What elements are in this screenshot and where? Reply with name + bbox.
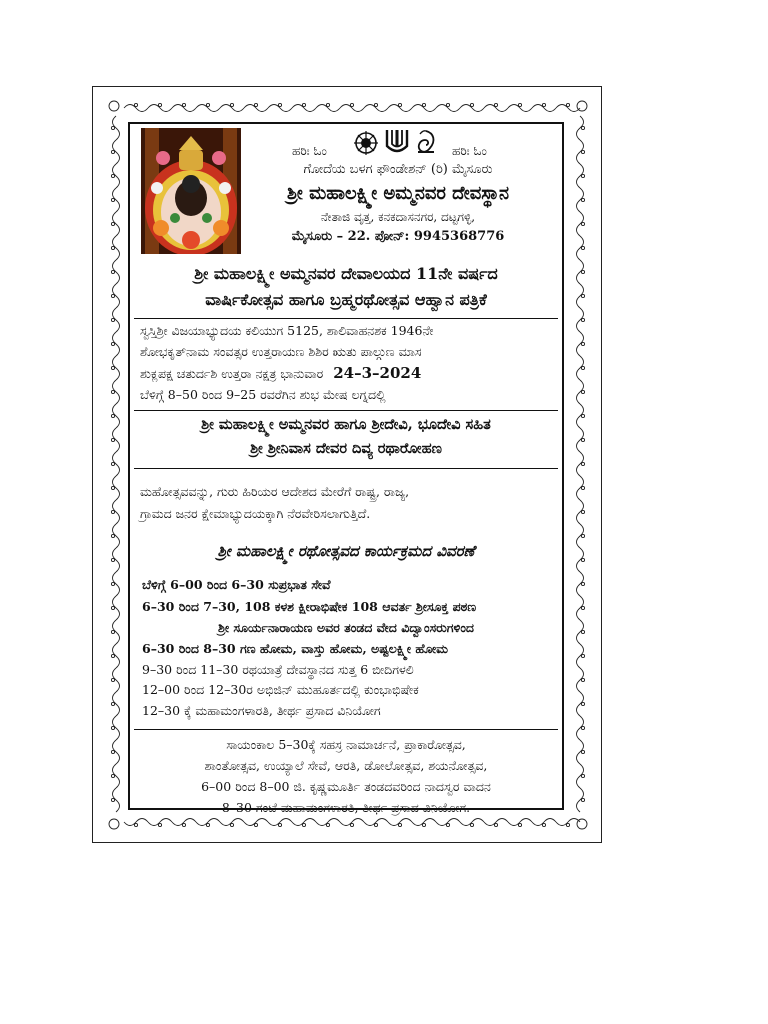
invite-line-1: ಮಹೋತ್ಸವವನ್ನು, ಗುರು ಹಿರಿಯರ ಆದೇಶದ ಮೇರೆಗೆ ರಾಷ್ಟ್ರ, ರಾಜ್ಯ,: [140, 484, 410, 499]
evening-line: ಶಾಂತೋತ್ಸವ, ಉಯ್ಯಾಲೆ ಸೇವೆ, ಆರತಿ, ಡೋಲೋತ್ಸವ, ಶಯನೋತ್ಸವ,: [204, 758, 488, 773]
program-item: 12–00 ರಿಂದ 12–30ರ ಅಭಿಜಿನ್ ಮುಹೂರ್ತದಲ್ಲಿ ಕುಂಭಾಭಿಷೇಕ: [142, 682, 419, 697]
program-item: ಶ್ರೀ ಸೂರ್ಯನಾರಾಯಣ ಅವರ ತಂಡದ ವೇದ ವಿದ್ವಾಂಸರುಗಳಿಂದ: [218, 620, 474, 635]
evening-line: 6–00 ರಿಂದ 8–00 ಜಿ. ಕೃಷ್ಣಮೂರ್ತಿ ತಂಡದವರಿಂದ ನಾದಸ್ವರ ವಾದನ: [201, 779, 491, 794]
calendar-line-2: ಶೋಭಕೃತ್‌ನಾಮ ಸಂವತ್ಸರ ಉತ್ತರಾಯಣ ಶಿಶಿರ ಋತು ಪಾಲ್ಗುಣ ಮಾಸ: [140, 344, 422, 359]
calendar-line-1: ಸ್ವಸ್ತಿಶ್ರೀ ವಿಜಯಾಭ್ಯುದಯ ಕಲಿಯುಗ 5125, ಶಾಲಿವಾಹನಶಕ 1946ನೇ: [140, 323, 434, 338]
divider: [134, 468, 558, 469]
namam-emblem-icon: [384, 128, 410, 156]
event-date: 24–3–2024: [333, 364, 422, 382]
temple-name: ಶ್ರೀ ಮಹಾಲಕ್ಷ್ಮೀ ಅಮ್ಮನವರ ದೇವಸ್ಥಾನ: [286, 183, 510, 204]
chakra-emblem-icon: [354, 128, 378, 156]
calendar-line-4: ಬೆಳಿಗ್ಗೆ 8–50 ರಿಂದ 9–25 ರವರೆಗಿನ ಶುಭ ಮೇಷ ಲಗ್ನದಲ್ಲಿ: [140, 387, 386, 402]
invite-line-2: ಗ್ರಾಮದ ಜನರ ಕ್ಷೇಮಾಭ್ಯುದಯಕ್ಕಾಗಿ ನೆರವೇರಿಸಲಾಗುತ್ತಿದೆ.: [140, 506, 371, 521]
evening-line: ಸಾಯಂಕಾಲ 5–30ಕ್ಕೆ ಸಹಸ್ರ ನಾಮಾರ್ಚನೆ, ಪ್ರಾಕಾರೋತ್ಸವ,: [226, 737, 466, 752]
calendar-line-3: [140, 364, 421, 382]
evening-line: 8–30 ಗಂಟೆ ಮಹಾಮಂಗಳಾರತಿ, ತೀರ್ಥ ಪ್ರಸಾದ ವಿನಿಯೋಗ.: [221, 800, 471, 815]
program-item: 12–30 ಕ್ಕೆ ಮಹಾಮಂಗಳಾರತಿ, ತೀರ್ಥ ಪ್ರಸಾದ ವಿನಿಯೋಗ: [142, 703, 381, 718]
title-line-1: ಶ್ರೀ ಮಹಾಲಕ್ಷ್ಮೀ ಅಮ್ಮನವರ ದೇವಾಲಯದ 11ನೇ ವರ್ಷದ: [194, 264, 498, 283]
calendar-line-3-text: ಶುಕ್ಲಪಕ್ಷ ಚತುರ್ದಶಿ ಉತ್ತರಾ ನಕ್ಷತ್ರ ಭಾನುವಾರ: [140, 366, 324, 381]
foundation-name: ಗೋದೆಯ ಬಳಗ ಫೌಂಡೇಶನ್ (ರಿ) ಮೈಸೂರು: [303, 162, 493, 177]
address-line-1: ನೇತಾಜಿ ವೃತ್ತ, ಕನಕದಾಸನಗರ, ದಟ್ಟಗಳ್ಳಿ,: [320, 210, 476, 224]
program-item: 6–30 ರಿಂದ 8–30 ಗಣ ಹೋಮ, ವಾಸ್ತು ಹೋಮ, ಅಷ್ಟಲಕ್ಷ್ಮೀ ಹೋಮ: [142, 641, 448, 656]
program-item: 6–30 ರಿಂದ 7–30, 108 ಕಳಶ ಕ್ಷೀರಾಭಿಷೇಕ 108 ಆವರ್ತ ಶ್ರೀಸೂಕ್ತ ಪಠಣ: [142, 599, 477, 614]
program-title: ಶ್ರೀ ಮಹಾಲಕ್ಷ್ಮೀ ರಥೋತ್ಸವದ ಕಾರ್ಯಕ್ರಮದ ವಿವರಣೆ: [217, 542, 475, 560]
program-item: ಬೆಳಿಗ್ಗೆ 6–00 ರಿಂದ 6–30 ಸುಪ್ರಭಾತ ಸೇವೆ: [142, 577, 331, 592]
address-line-2: ಮೈಸೂರು – 22. ಪೋನ್: 9945368776: [291, 229, 505, 244]
divider: [134, 410, 558, 411]
divider: [134, 318, 558, 319]
program-item: 9–30 ರಿಂದ 11–30 ರಥಯಾತ್ರೆ ದೇವಸ್ಥಾನದ ಸುತ್ತ 6 ಬೀದಿಗಳಲಿ: [142, 662, 414, 677]
title-line-2: ವಾರ್ಷಿಕೋತ್ಸವ ಹಾಗೂ ಬ್ರಹ್ಮರಥೋತ್ಸವ ಆಹ್ವಾನ ಪತ್ರಿಕೆ: [205, 290, 487, 309]
deity-photo: [141, 128, 241, 254]
hari-om-right: ಹರಿಃ ಓಂ: [452, 144, 487, 158]
hari-om-left: ಹರಿಃ ಓಂ: [292, 144, 327, 158]
ratharohana-line-1: ಶ್ರೀ ಮಹಾಲಕ್ಷ್ಮೀ ಅಮ್ಮನವರ ಹಾಗೂ ಶ್ರೀದೇವಿ, ಭೂದೇವಿ ಸಹಿತ: [201, 416, 491, 433]
shankha-emblem-icon: [414, 128, 438, 156]
ratharohana-line-2: ಶ್ರೀ ಶ್ರೀನಿವಾಸ ದೇವರ ದಿವ್ಯ ರಥಾರೋಹಣ: [250, 440, 442, 457]
divider: [134, 729, 558, 730]
